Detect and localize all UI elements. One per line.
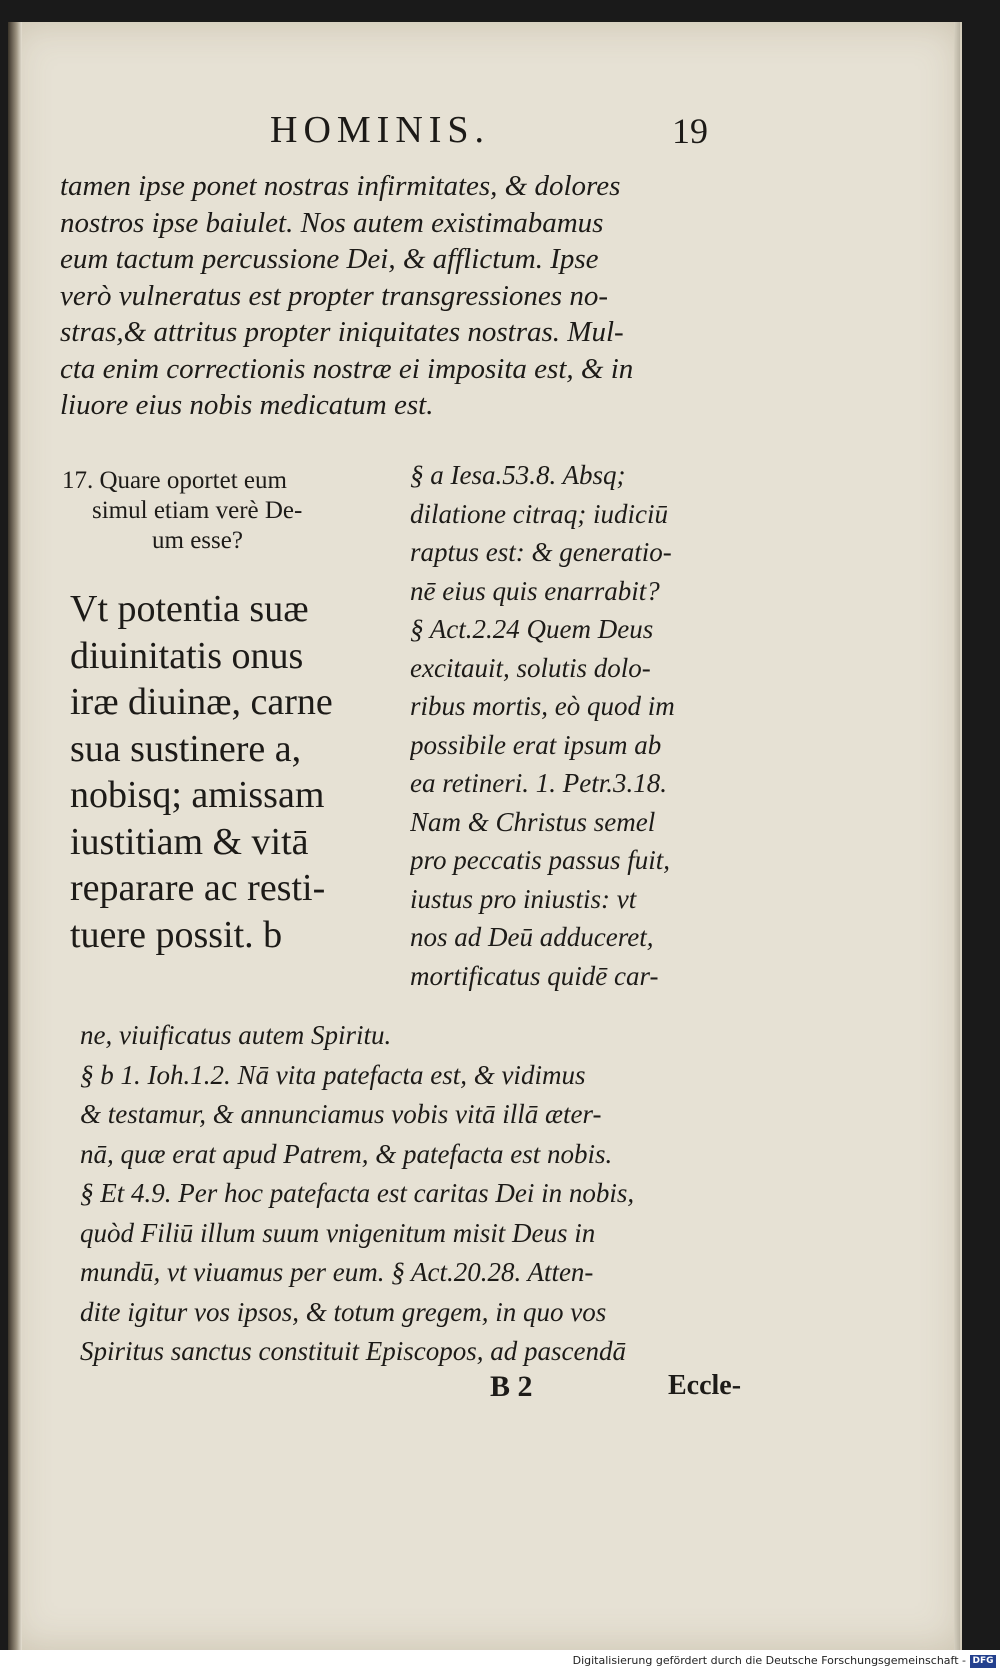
scripture-notes xyxy=(410,456,730,995)
answer-line: tuere possit. b xyxy=(70,913,283,956)
text-line: nā, quæ erat apud Patrem, & patefacta est nobis. xyxy=(80,1138,613,1169)
note-line: nos ad Deū adduceret, xyxy=(410,922,654,952)
note-line: Nam & Christus semel xyxy=(410,806,656,837)
page-edge xyxy=(954,22,960,1650)
answer-line: diuinitatis onus xyxy=(70,634,304,677)
text-line: nostros ipse baiulet. Nos autem existimabamus xyxy=(60,206,604,239)
note-line: nē eius quis enarrabit? xyxy=(410,575,660,606)
text-line: & testamur, & annunciamus vobis vitā illā æter- xyxy=(80,1099,602,1129)
funding-credit: Digitalisierung gefördert durch die Deutsche Forschungsgemeinschaft - xyxy=(572,1654,966,1667)
answer-line: iræ diuinæ, carne xyxy=(70,681,333,723)
top-text-block xyxy=(60,168,720,424)
note-line: § a Iesa.53.8. Absq; xyxy=(410,460,626,490)
note-line: pro peccatis passus fuit, xyxy=(410,845,670,875)
text-line: mundū, vt viuamus per eum. § Act.20.28. Atten- xyxy=(80,1257,594,1287)
catechism-answer xyxy=(70,586,400,958)
question-line: um esse? xyxy=(152,527,243,554)
text-line: quòd Filiū illum suum vnigenitum misit Deus in xyxy=(80,1217,596,1248)
page-header xyxy=(0,108,1000,152)
book-spine xyxy=(8,22,22,1650)
note-line: iustus pro iniustis: vt xyxy=(410,883,637,914)
text-line: tamen ipse ponet nostras infirmitates, & dolores xyxy=(60,170,621,202)
digitization-footer xyxy=(0,1650,1000,1674)
text-line: cta enim correctionis nostræ ei imposita est, & in xyxy=(60,352,634,385)
note-line: ribus mortis, eò quod im xyxy=(410,691,675,721)
text-line: § b 1. Ioh.1.2. Nā vita patefacta est, & vidimus xyxy=(80,1059,586,1090)
text-line: Spiritus sanctus constituit Episcopos, ad pascendā xyxy=(80,1336,626,1366)
question-line: 17. Quare oportet eum xyxy=(62,467,287,494)
page-number: 19 xyxy=(672,111,708,151)
answer-line: nobisq; amissam xyxy=(70,774,325,816)
text-line: ne, viuificatus autem Spiritu. xyxy=(80,1020,392,1050)
text-line: verò vulneratus est propter transgressiones no- xyxy=(60,279,608,312)
text-line: liuore eius nobis medicatum est. xyxy=(60,389,434,421)
answer-line: iustitiam & vitā xyxy=(70,820,309,863)
dfg-logo-icon: DFG xyxy=(970,1655,996,1668)
answer-line: reparare ac resti- xyxy=(70,867,326,909)
text-line: § Et 4.9. Per hoc patefacta est caritas Dei in nobis, xyxy=(80,1178,635,1208)
note-line: excitauit, solutis dolo- xyxy=(410,652,651,683)
text-line: eum tactum percussione Dei, & afflictum. Ipse xyxy=(60,243,599,275)
note-line: possibile erat ipsum ab xyxy=(410,729,662,760)
question-line: simul etiam verè De- xyxy=(92,497,303,524)
note-line: mortificatus quidē car- xyxy=(410,960,659,991)
catechism-question xyxy=(62,466,392,556)
text-line: dite igitur vos ipsos, & totum gregem, in quo vos xyxy=(80,1296,607,1327)
note-line: § Act.2.24 Quem Deus xyxy=(410,614,654,644)
note-line: dilatione citraq; iudiciū xyxy=(410,498,668,529)
text-line: stras,& attritus propter iniquitates nostras. Mul- xyxy=(60,316,624,348)
answer-line: Vt potentia suæ xyxy=(70,588,309,630)
answer-line: sua sustinere a, xyxy=(70,727,302,770)
bottom-text-block xyxy=(80,1016,760,1372)
note-line: ea retineri. 1. Petr.3.18. xyxy=(410,768,667,798)
signature-mark: B 2 xyxy=(490,1370,533,1403)
running-head: HOMINIS. xyxy=(270,109,491,151)
note-line: raptus est: & generatio- xyxy=(410,537,672,567)
catchword: Eccle- xyxy=(668,1370,742,1401)
